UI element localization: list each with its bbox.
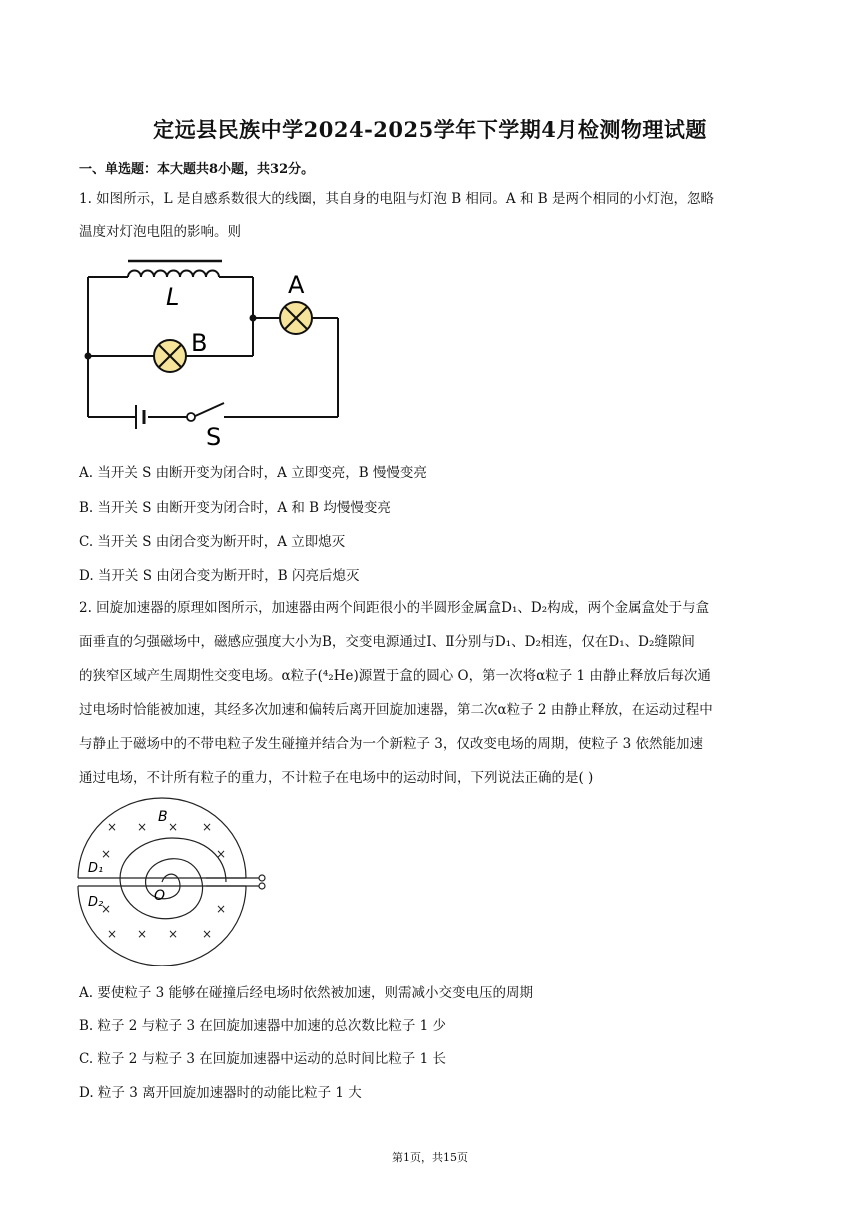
question-1-option-c: C. 当开关 S 由闭合变为断开时，A 立即熄灭 (79, 534, 346, 550)
question-2-option-d: D. 粒子 3 离开回旋加速器时的动能比粒子 1 大 (79, 1085, 362, 1101)
field-cross-mark: × (168, 820, 179, 834)
section-heading: 一、单选题：本大题共8小题，共32分。 (79, 162, 315, 177)
question-2-line-6: 通过电场，不计所有粒子的重力，不计粒子在电场中的运动时间，下列说法正确的是( ) (79, 770, 594, 786)
question-1-line-2: 温度对灯泡电阻的影响。则 (79, 224, 241, 240)
field-cross-mark: × (202, 927, 213, 941)
question-1-option-d: D. 当开关 S 由闭合变为断开时，B 闪亮后熄灭 (79, 568, 360, 584)
page-footer: 第1页，共15页 (392, 1151, 468, 1164)
question-2-option-a: A. 要使粒子 3 能够在碰撞后经电场时依然被加速，则需减小交变电压的周期 (79, 985, 534, 1001)
field-cross-mark: × (202, 820, 213, 834)
lamp-a-label: A (288, 271, 305, 299)
question-1-option-a: A. 当开关 S 由断开变为闭合时，A 立即变亮，B 慢慢变亮 (79, 465, 427, 481)
question-2-line-5: 与静止于磁场中的不带电粒子发生碰撞并结合为一个新粒子 3，仅改变电场的周期，使粒子 3 依然能加速 (79, 736, 704, 752)
field-cross-mark: × (168, 927, 179, 941)
field-cross-mark: × (107, 927, 118, 941)
d1-label: D₁ (88, 861, 104, 876)
lamp-a-icon (280, 302, 312, 334)
question-2-line-4: 过电场时恰能被加速，其经多次加速和偏转后离开回旋加速器，第二次α粒子 2 由静止释放，在运动过程中 (79, 702, 713, 718)
field-cross-mark: × (137, 927, 148, 941)
field-cross-mark: × (216, 847, 227, 861)
lamp-b-label: B (191, 329, 208, 357)
page-title: 定远县民族中学2024-2025学年下学期4月检测物理试题 (153, 117, 707, 142)
question-2-line-2: 面垂直的匀强磁场中，磁感应强度大小为B，交变电源通过Ⅰ、Ⅱ分别与D₁、D₂相连，仅在D₁、D₂缝隙间 (79, 634, 695, 650)
question-1-option-b: B. 当开关 S 由断开变为闭合时，A 和 B 均慢慢变亮 (79, 500, 391, 516)
field-cross-mark: × (216, 902, 227, 916)
question-1-line-1: 1. 如图所示，L 是自感系数很大的线圈，其自身的电阻与灯泡 B 相同。A 和 B 是两个相同的小灯泡，忽略 (79, 191, 714, 207)
cyclotron-diagram (76, 796, 276, 966)
question-2-option-c: C. 粒子 2 与粒子 3 在回旋加速器中运动的总时间比粒子 1 长 (79, 1051, 446, 1067)
inductor-label: L (166, 283, 180, 311)
field-cross-mark: × (101, 847, 112, 861)
circuit-diagram (80, 255, 350, 450)
center-o-label: O (154, 888, 166, 904)
field-cross-mark: × (137, 820, 148, 834)
field-cross-mark: × (101, 902, 112, 916)
field-cross-mark: × (107, 820, 118, 834)
switch-label: S (206, 423, 222, 450)
question-2-option-b: B. 粒子 2 与粒子 3 在回旋加速器中加速的总次数比粒子 1 少 (79, 1018, 447, 1034)
lamp-b-icon (154, 340, 186, 372)
question-2-line-3: 的狭窄区域产生周期性交变电场。α粒子(⁴₂He)源置于盒的圆心 O，第一次将α粒子 1 由静止释放后每次通 (79, 668, 711, 684)
field-b-label: B (158, 809, 168, 825)
d2-label: D₂ (88, 895, 104, 910)
question-2-line-1: 2. 回旋加速器的原理如图所示，加速器由两个间距很小的半圆形金属盒D₁、D₂构成，两个金属盒处于与盒 (79, 600, 710, 616)
